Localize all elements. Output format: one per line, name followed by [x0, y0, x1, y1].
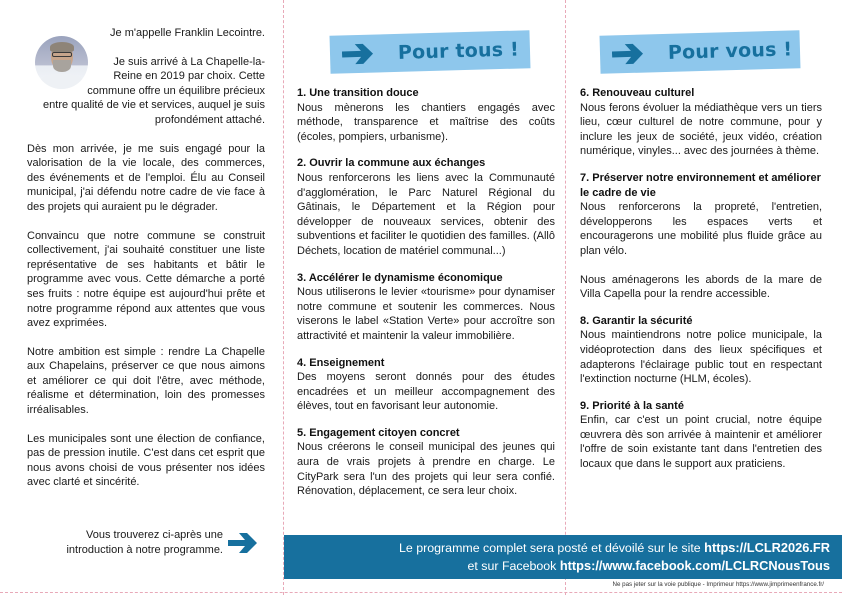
program-item — [297, 271, 555, 344]
program-item — [297, 426, 555, 499]
program-item-title: 7. Préserver notre environnement et améliorer le cadre de vie — [580, 171, 821, 199]
pour-tous-banner — [330, 30, 531, 74]
intro-paragraph: Dès mon arrivée, je me suis engagé pour la valorisation de la vie locale, des commerces, des événements et de l'emploi. Élu au Conseil municipal, j'ai défendu notre cadre de vie face à des projets qui auraient pu le dégrader. — [27, 142, 265, 213]
program-item-body: Des moyens seront donnés pour des études encadrées et un meilleur accompagnement des élèves, tout en favorisant leur autonomie. — [297, 371, 555, 413]
program-item — [580, 314, 822, 387]
intro-call-to-action: Vous trouverez ci-après une introduction à notre programme. — [66, 529, 223, 556]
intro-paragraph: Je suis arrivé à La Chapelle-la-Reine en 2019 par choix. Cette commune offre un équilibre précieux entre qualité de vie et services, auquel je suis profondément attaché. — [43, 55, 265, 126]
program-item-title: 8. Garantir la sécurité — [580, 314, 693, 327]
intro-paragraph: Les municipales sont une élection de confiance, pas de pression inutile. C'est dans cet esprit que nous avons choisi de vous présenter nos idées avec clarté et sincérité. — [27, 432, 265, 489]
banner-title: Pour vous ! — [667, 38, 793, 64]
program-item-title: 9. Priorité à la santé — [580, 399, 684, 412]
footer-line-website — [284, 539, 830, 557]
portrait-hair — [50, 42, 74, 52]
program-item-body-extra: Nous aménagerons les abords de la mare de Villa Capella pour la rendre accessible. — [580, 273, 822, 301]
program-item — [580, 86, 822, 159]
arrow-right-icon — [342, 42, 377, 67]
intro-greeting: Je m'appelle Franklin Lecointre. — [110, 27, 265, 39]
footer-banner — [284, 535, 842, 579]
program-item — [580, 399, 822, 472]
program-item-title: 2. Ouvrir la commune aux échanges — [297, 157, 486, 170]
program-item-body: Nous créerons le conseil municipal des jeunes qui aura de vrais projets à prendre en charge. Le CityPark sera l'un des projets qui leur sera confié. Rénovation, déplacement, ce sera leur choix. — [297, 441, 555, 498]
arrow-right-icon — [612, 42, 647, 67]
intro-paragraph: Notre ambition est simple : rendre La Chapelle aux Chapelains, préserver ce que nous aimons et améliorer ce qui doit l'être, avec méthode, réalisme et détermination, loin des promesses irréalisables. — [27, 345, 265, 417]
program-item — [297, 86, 555, 144]
portrait-shirt — [39, 74, 85, 89]
program-item — [297, 156, 555, 258]
program-item-title: 5. Engagement citoyen concret — [297, 426, 460, 439]
portrait-glasses — [52, 52, 72, 57]
intro-header — [27, 26, 265, 128]
program-item-body: Nous utiliserons le levier «tourisme» pour dynamiser notre commune et soutenir les commerces. Nous viserons le label «Station Verte» pour accroître son attractivité et maintenir la valeur immobilière. — [297, 286, 555, 342]
legal-fine-print: Ne pas jeter sur la voie publique - Imprimeur https://www.jimprimeenfrance.fr/ — [612, 581, 824, 588]
program-item-title: 3. Accélérer le dynamisme économique — [297, 271, 503, 284]
program-item-body: Nous renforcerons les liens avec la Communauté d'agglomération, le Parc Naturel Régional du Gâtinais, le Département et la Région pour développer de nouveaux services, obtenir des subventions et faciliter le quotidien des familles. (Allô Déchets, location de matériel communal...) — [297, 171, 555, 257]
website-link[interactable]: https://LCLR2026.FR — [704, 540, 830, 555]
program-item-title: 6. Renouveau culturel — [580, 87, 695, 99]
footer-text: Le programme complet sera posté et dévoilé sur le site — [399, 541, 705, 555]
intro-column — [27, 26, 265, 490]
intro-paragraph: Convaincu que notre commune se construit collectivement, j'ai souhaité constituer une liste représentative de ses habitants et bâtir le programme avec vous. Cette démarche a porté ses fruits : notre équipe est aujourd'hui prête et notre programme répond aux attentes que vous avez exprimées. — [27, 229, 265, 330]
arrow-right-icon — [228, 530, 260, 556]
candidate-portrait — [35, 36, 88, 89]
fold-line-left — [283, 0, 284, 595]
bottom-trim-line — [0, 592, 842, 593]
pour-vous-banner — [600, 30, 801, 74]
pour-vous-column — [580, 86, 822, 484]
program-item-title: 4. Enseignement — [297, 356, 385, 369]
program-item-body: Nous ferons évoluer la médiathèque vers un tiers lieu, cœur culturel de notre commune, pour y inclure les jeux de société, jeux vidéo, création numérique, vinyles... avec des journées à thème. — [580, 101, 822, 158]
program-item-body: Enfin, car c'est un point crucial, notre équipe œuvrera dès son arrivée à maintenir et améliorer l'offre de soin existante tant dans l'entretien des locaux que dans le support aux praticiens. — [580, 414, 822, 471]
program-item-body: Nous renforcerons la propreté, l'entretien, développerons les espaces verts et encouragerons une mobilité plus fluide grâce au plan vélo. — [580, 201, 822, 257]
footer-text: et sur Facebook — [467, 559, 560, 573]
facebook-link[interactable]: https://www.facebook.com/LCLRCNousTous — [559, 558, 830, 573]
program-item — [580, 171, 822, 302]
footer-line-facebook — [284, 557, 830, 575]
pour-tous-column — [297, 86, 555, 511]
banner-title: Pour tous ! — [397, 38, 520, 64]
program-item — [297, 356, 555, 414]
fold-line-right — [565, 0, 566, 595]
portrait-beard — [53, 60, 71, 72]
program-item-title: 1. Une transition douce — [297, 87, 419, 99]
program-item-body: Nous mènerons les chantiers engagés avec méthode, transparence et maîtrise des coûts (écoles, pompiers, urbanisme). — [297, 101, 555, 143]
program-item-body: Nous maintiendrons notre police municipale, la vidéoprotection dans des lieux spécifiques et adapterons l'éclairage public tout en respectant l'extinction nocturne (HLM, écoles). — [580, 329, 822, 386]
